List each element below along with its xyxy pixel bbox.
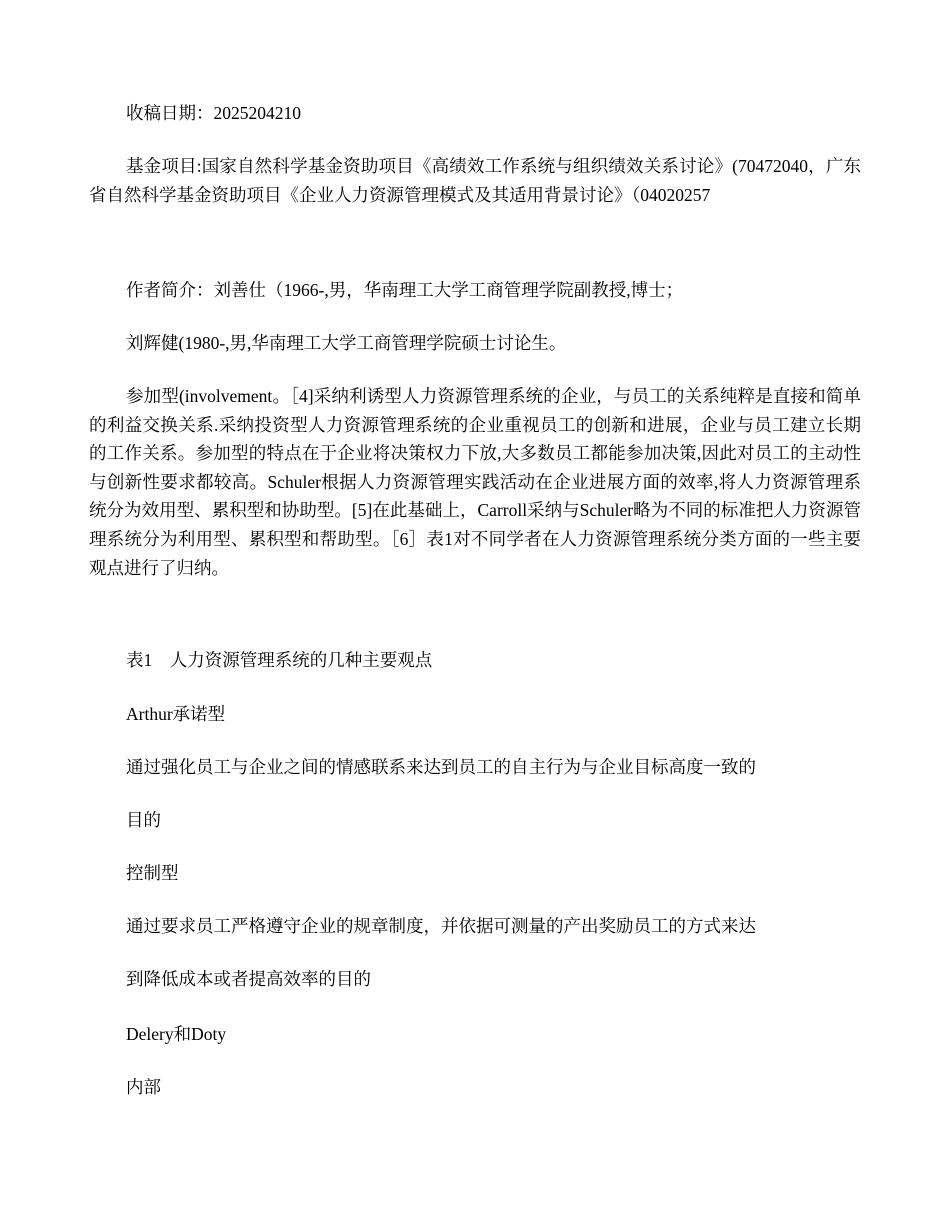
table-item: 控制型 [126, 863, 179, 883]
body-paragraph: 参加型(involvement。［4]采纳利诱型人力资源管理系统的企业，与员工的关系纯粹是直接和简单的利益交换关系.采纳投资型人力资源管理系统的企业重视员工的创新和进展，企业与员工建立长期的工作关系。参加型的特点在于企业将决策权力下放,大多数员工都能参加决策,因此对员工的主动性与创新性要求都较高。Schuler根据人力资源管理实践活动在企业进展方面的效率,将人力资源管理系统分为效用型、累积型和协助型。[5]在此基础上，Carroll采纳与Schuler略为不同的标准把人力资源管理系统分为利用型、累积型和帮助型。［6］表1对不同学者在人力资源管理系统分类方面的一些主要观点进行了归纳。 [89, 386, 861, 578]
table-item: 到降低成本或者提高效率的目的 [126, 969, 371, 989]
table-item: Arthur承诺型 [126, 704, 226, 724]
author-intro: 作者简介：刘善仕（1966-,男，华南理工大学工商管理学院副教授,博士； [126, 280, 684, 300]
table-item: Delery和Doty [126, 1024, 227, 1044]
coauthor-intro: 刘辉健(1980-,男,华南理工大学工商管理学院硕士讨论生。 [126, 333, 567, 353]
fund-project: 基金项目:国家自然科学基金资助项目《高绩效工作系统与组织绩效关系讨论》(70472040，广东省自然科学基金资助项目《企业人力资源管理模式及其适用背景讨论》（04020257 [89, 156, 861, 205]
received-date: 收稿日期：2025204210 [126, 103, 301, 123]
table-item: 内部 [126, 1077, 161, 1097]
table-item: 目的 [126, 810, 161, 830]
table-title: 表1 人力资源管理系统的几种主要观点 [126, 650, 433, 670]
table-item: 通过要求员工严格遵守企业的规章制度，并依据可测量的产出奖励员工的方式来达 [126, 916, 756, 936]
table-item: 通过强化员工与企业之间的情感联系来达到员工的自主行为与企业目标高度一致的 [126, 757, 756, 777]
